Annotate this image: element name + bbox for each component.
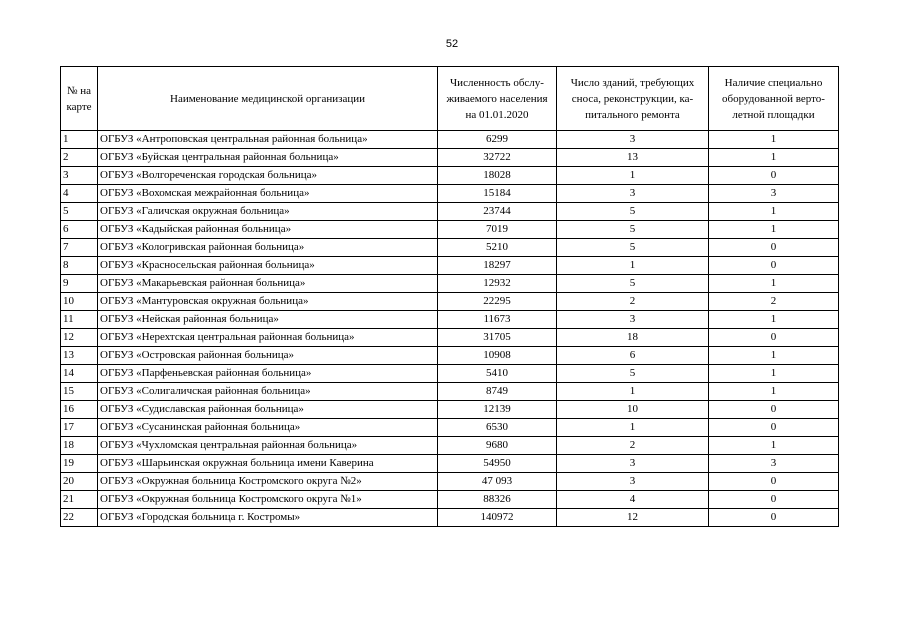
hospitals-table [60, 66, 839, 527]
table-row [61, 437, 839, 455]
table-row [61, 203, 839, 221]
cell-helipad: 3 [709, 185, 839, 203]
cell-name: ОГБУЗ «Чухломская центральная районная больница» [98, 437, 438, 455]
cell-name: ОГБУЗ «Судиславская районная больница» [98, 401, 438, 419]
table-row [61, 257, 839, 275]
table-row [61, 401, 839, 419]
cell-buildings: 3 [557, 131, 709, 149]
cell-population: 7019 [438, 221, 557, 239]
table-body [61, 131, 839, 527]
cell-num: 13 [61, 347, 98, 365]
cell-buildings: 10 [557, 401, 709, 419]
cell-name: ОГБУЗ «Окружная больница Костромского округа №1» [98, 491, 438, 509]
cell-buildings: 3 [557, 311, 709, 329]
cell-num: 5 [61, 203, 98, 221]
cell-name: ОГБУЗ «Волгореченская городская больница» [98, 167, 438, 185]
cell-population: 12139 [438, 401, 557, 419]
cell-name: ОГБУЗ «Нерехтская центральная районная больница» [98, 329, 438, 347]
cell-name: ОГБУЗ «Островская районная больница» [98, 347, 438, 365]
cell-population: 9680 [438, 437, 557, 455]
cell-buildings: 1 [557, 257, 709, 275]
cell-buildings: 1 [557, 167, 709, 185]
cell-num: 8 [61, 257, 98, 275]
cell-num: 17 [61, 419, 98, 437]
cell-name: ОГБУЗ «Сусанинская районная больница» [98, 419, 438, 437]
cell-name: ОГБУЗ «Парфеньевская районная больница» [98, 365, 438, 383]
table-row [61, 293, 839, 311]
cell-helipad: 1 [709, 311, 839, 329]
cell-buildings: 1 [557, 383, 709, 401]
table-row [61, 221, 839, 239]
cell-name: ОГБУЗ «Солигаличская районная больница» [98, 383, 438, 401]
cell-helipad: 0 [709, 419, 839, 437]
cell-num: 12 [61, 329, 98, 347]
header-helipad: Наличие специально оборудованной верто-летной площадки [709, 67, 839, 131]
cell-population: 15184 [438, 185, 557, 203]
cell-name: ОГБУЗ «Окружная больница Костромского округа №2» [98, 473, 438, 491]
cell-helipad: 3 [709, 455, 839, 473]
cell-helipad: 0 [709, 473, 839, 491]
table-row [61, 347, 839, 365]
cell-num: 20 [61, 473, 98, 491]
cell-num: 10 [61, 293, 98, 311]
table-row [61, 455, 839, 473]
cell-buildings: 2 [557, 437, 709, 455]
header-name: Наименование медицинской организации [98, 67, 438, 131]
cell-name: ОГБУЗ «Антропoвская центральная районная больница» [98, 131, 438, 149]
table-row [61, 473, 839, 491]
cell-name: ОГБУЗ «Буйская центральная районная больница» [98, 149, 438, 167]
table-row [61, 131, 839, 149]
cell-population: 88326 [438, 491, 557, 509]
cell-helipad: 0 [709, 167, 839, 185]
cell-num: 15 [61, 383, 98, 401]
cell-helipad: 0 [709, 491, 839, 509]
cell-population: 54950 [438, 455, 557, 473]
cell-population: 140972 [438, 509, 557, 527]
cell-num: 7 [61, 239, 98, 257]
table-row [61, 365, 839, 383]
cell-population: 12932 [438, 275, 557, 293]
cell-population: 10908 [438, 347, 557, 365]
header-buildings: Число зданий, требующих сноса, реконструкции, ка-питального ремонта [557, 67, 709, 131]
cell-buildings: 5 [557, 365, 709, 383]
cell-helipad: 0 [709, 509, 839, 527]
cell-num: 11 [61, 311, 98, 329]
cell-num: 4 [61, 185, 98, 203]
cell-helipad: 0 [709, 257, 839, 275]
cell-helipad: 1 [709, 437, 839, 455]
cell-buildings: 5 [557, 203, 709, 221]
table-row [61, 311, 839, 329]
cell-helipad: 2 [709, 293, 839, 311]
table-row [61, 167, 839, 185]
cell-population: 47 093 [438, 473, 557, 491]
cell-population: 6299 [438, 131, 557, 149]
cell-helipad: 1 [709, 365, 839, 383]
cell-num: 18 [61, 437, 98, 455]
cell-helipad: 0 [709, 401, 839, 419]
cell-buildings: 18 [557, 329, 709, 347]
cell-helipad: 1 [709, 221, 839, 239]
cell-buildings: 2 [557, 293, 709, 311]
cell-buildings: 12 [557, 509, 709, 527]
cell-name: ОГБУЗ «Макарьевская районная больница» [98, 275, 438, 293]
cell-helipad: 1 [709, 383, 839, 401]
cell-buildings: 5 [557, 275, 709, 293]
cell-num: 6 [61, 221, 98, 239]
cell-population: 31705 [438, 329, 557, 347]
table-row [61, 185, 839, 203]
cell-helipad: 1 [709, 347, 839, 365]
cell-num: 14 [61, 365, 98, 383]
table-row [61, 275, 839, 293]
table-row [61, 419, 839, 437]
cell-num: 9 [61, 275, 98, 293]
cell-name: ОГБУЗ «Красносельская районная больница» [98, 257, 438, 275]
cell-buildings: 3 [557, 455, 709, 473]
cell-helipad: 1 [709, 203, 839, 221]
cell-name: ОГБУЗ «Нейская районная больница» [98, 311, 438, 329]
cell-num: 19 [61, 455, 98, 473]
cell-buildings: 3 [557, 185, 709, 203]
cell-name: ОГБУЗ «Кологривская районная больница» [98, 239, 438, 257]
cell-population: 5410 [438, 365, 557, 383]
cell-num: 21 [61, 491, 98, 509]
header-num: № на карте [61, 67, 98, 131]
cell-helipad: 1 [709, 149, 839, 167]
cell-buildings: 1 [557, 419, 709, 437]
cell-name: ОГБУЗ «Шарьинская окружная больница имени Каверина [98, 455, 438, 473]
cell-buildings: 6 [557, 347, 709, 365]
cell-helipad: 0 [709, 329, 839, 347]
table-row [61, 491, 839, 509]
cell-num: 22 [61, 509, 98, 527]
table-row [61, 239, 839, 257]
cell-name: ОГБУЗ «Кадыйская районная больница» [98, 221, 438, 239]
cell-name: ОГБУЗ «Вохомская межрайонная больница» [98, 185, 438, 203]
cell-num: 2 [61, 149, 98, 167]
cell-name: ОГБУЗ «Городская больница г. Костромы» [98, 509, 438, 527]
cell-helipad: 1 [709, 131, 839, 149]
cell-buildings: 5 [557, 221, 709, 239]
cell-num: 3 [61, 167, 98, 185]
cell-population: 5210 [438, 239, 557, 257]
cell-helipad: 1 [709, 275, 839, 293]
cell-buildings: 3 [557, 473, 709, 491]
table-row [61, 329, 839, 347]
cell-population: 18297 [438, 257, 557, 275]
cell-num: 16 [61, 401, 98, 419]
cell-buildings: 4 [557, 491, 709, 509]
table-row [61, 383, 839, 401]
cell-population: 22295 [438, 293, 557, 311]
cell-population: 8749 [438, 383, 557, 401]
cell-population: 32722 [438, 149, 557, 167]
cell-buildings: 13 [557, 149, 709, 167]
cell-num: 1 [61, 131, 98, 149]
page-number: 52 [445, 38, 459, 50]
cell-population: 6530 [438, 419, 557, 437]
cell-population: 11673 [438, 311, 557, 329]
table-header-row [61, 67, 839, 131]
cell-buildings: 5 [557, 239, 709, 257]
table-row [61, 509, 839, 527]
cell-name: ОГБУЗ «Мантуровская окружная больница» [98, 293, 438, 311]
header-population: Численность обслу-живаемого населения на 01.01.2020 [438, 67, 557, 131]
cell-population: 18028 [438, 167, 557, 185]
cell-name: ОГБУЗ «Галичская окружная больница» [98, 203, 438, 221]
cell-population: 23744 [438, 203, 557, 221]
table-row [61, 149, 839, 167]
cell-helipad: 0 [709, 239, 839, 257]
